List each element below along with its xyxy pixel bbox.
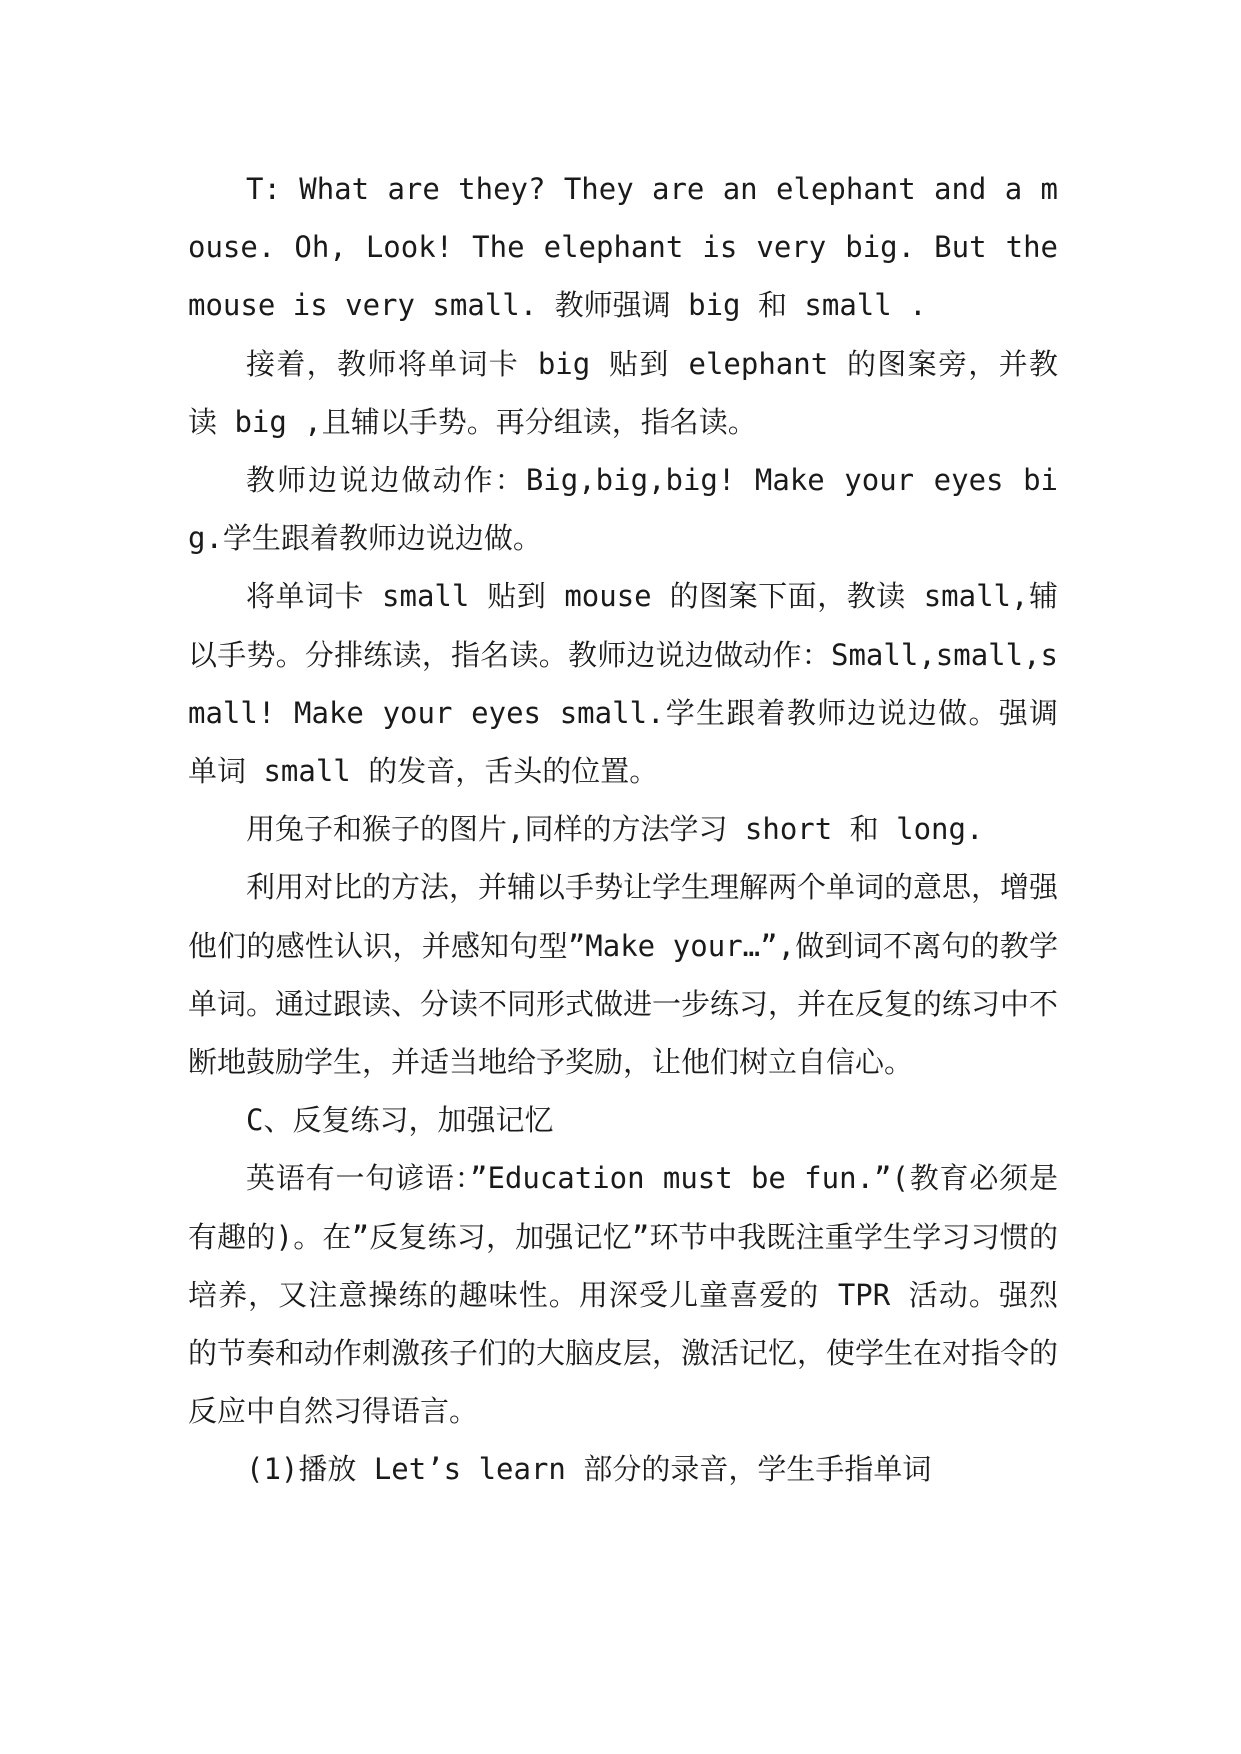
paragraph-action-big: 教师边说边做动作：Big,big,big! Make your eyes big.学生跟着教师边说边做。 [188, 463, 1058, 556]
document-body [188, 160, 1058, 1499]
paragraph-step-1: (1)播放 Let’s learn 部分的录音，学生手指单词 [246, 1452, 932, 1487]
paragraph-dialogue-elephant-mouse: T: What are they? They are an elephant and a mouse. Oh, Look! The elephant is very big. But the mouse is very small. 教师强调 big 和 small . [188, 172, 1058, 323]
paragraph-teach-big: 接着，教师将单词卡 big 贴到 elephant 的图案旁，并教读 big ,且辅以手势。再分组读，指名读。 [188, 346, 1058, 439]
section-heading-c: C、反复练习，加强记忆 [246, 1103, 554, 1138]
paragraph-short-long: 用兔子和猴子的图片,同样的方法学习 short 和 long. [246, 812, 984, 847]
paragraph-education-proverb: 英语有一句谚语：”Education must be fun.”(教育必须是有趣的)。在”反复练习，加强记忆”环节中我既注重学生学习习惯的培养，又注意操练的趣味性。用深受儿童喜爱的 TPR 活动。强烈的节奏和动作刺激孩子们的大脑皮层，激活记忆，使学生在对指令的反应中自然习得语言。 [188, 1161, 1059, 1429]
paragraph-teach-small: 将单词卡 small 贴到 mouse 的图案下面，教读 small,辅以手势。分排练读，指名读。教师边说边做动作：Small,small,small! Make your eyes small.学生跟着教师边说边做。强调单词 small 的发音，舌头的位置。 [188, 579, 1058, 789]
paragraph-contrast-method: 利用对比的方法，并辅以手势让学生理解两个单词的意思，增强他们的感性认识，并感知句型”Make your…”,做到词不离句的教学单词。通过跟读、分读不同形式做进一步练习，并在反复的练习中不断地鼓励学生，并适当地给予奖励，让他们树立自信心。 [188, 870, 1059, 1080]
